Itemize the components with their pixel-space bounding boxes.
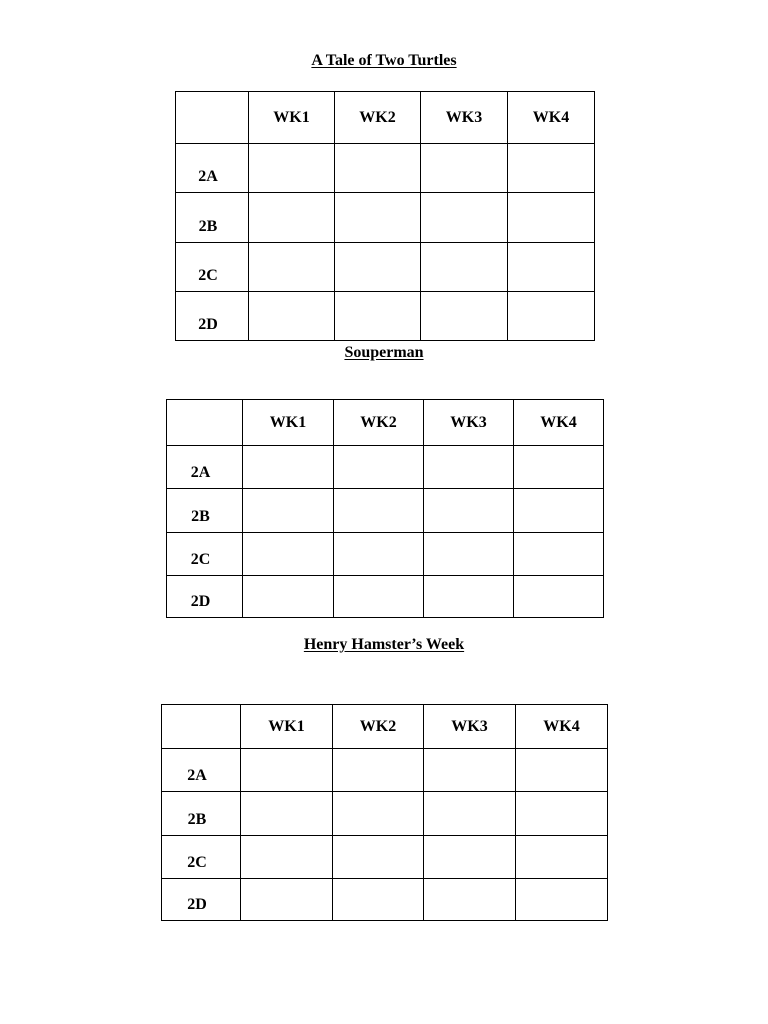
table-row bbox=[167, 533, 604, 576]
cell bbox=[243, 446, 334, 489]
cell bbox=[249, 292, 335, 341]
column-header-wk3: WK3 bbox=[424, 400, 514, 446]
column-header-wk2: WK2 bbox=[335, 92, 421, 144]
table-row bbox=[167, 489, 604, 533]
cell bbox=[249, 243, 335, 292]
table-row bbox=[167, 446, 604, 489]
cell bbox=[424, 749, 516, 792]
cell bbox=[334, 446, 424, 489]
cell bbox=[514, 533, 604, 576]
column-header-wk3: WK3 bbox=[424, 705, 516, 749]
table-row bbox=[176, 243, 595, 292]
cell bbox=[424, 489, 514, 533]
table-row bbox=[162, 879, 608, 921]
section-title-souperman: Souperman bbox=[344, 344, 424, 361]
cell bbox=[516, 792, 608, 836]
cell bbox=[249, 193, 335, 243]
column-header-wk1: WK1 bbox=[241, 705, 333, 749]
table-row bbox=[162, 792, 608, 836]
row-label-2d: 2D bbox=[167, 576, 243, 618]
section-title-turtles: A Tale of Two Turtles bbox=[311, 52, 457, 69]
cell bbox=[335, 243, 421, 292]
row-label-2c: 2C bbox=[176, 243, 249, 292]
header-row bbox=[167, 400, 604, 446]
cell bbox=[514, 489, 604, 533]
corner-cell bbox=[176, 92, 249, 144]
row-label-2a: 2A bbox=[176, 144, 249, 193]
cell bbox=[241, 836, 333, 879]
cell bbox=[424, 533, 514, 576]
cell bbox=[335, 193, 421, 243]
section-title-henry-hamster: Henry Hamster’s Week bbox=[303, 636, 465, 653]
row-label-2c: 2C bbox=[167, 533, 243, 576]
cell bbox=[334, 489, 424, 533]
cell bbox=[243, 533, 334, 576]
header-row bbox=[176, 92, 595, 144]
column-header-wk1: WK1 bbox=[243, 400, 334, 446]
cell bbox=[421, 243, 508, 292]
cell bbox=[334, 533, 424, 576]
column-header-wk4: WK4 bbox=[514, 400, 604, 446]
cell bbox=[333, 836, 424, 879]
cell bbox=[424, 879, 516, 921]
cell bbox=[508, 193, 595, 243]
cell bbox=[424, 576, 514, 618]
cell bbox=[243, 576, 334, 618]
table-row bbox=[176, 292, 595, 341]
table-row bbox=[162, 836, 608, 879]
cell bbox=[514, 576, 604, 618]
schedule-table-souperman bbox=[166, 399, 604, 618]
table-row bbox=[167, 576, 604, 618]
cell bbox=[516, 836, 608, 879]
cell bbox=[243, 489, 334, 533]
cell bbox=[334, 576, 424, 618]
cell bbox=[421, 193, 508, 243]
cell bbox=[508, 144, 595, 193]
row-label-2d: 2D bbox=[176, 292, 249, 341]
cell bbox=[249, 144, 335, 193]
cell bbox=[333, 749, 424, 792]
row-label-2d: 2D bbox=[162, 879, 241, 921]
cell bbox=[333, 792, 424, 836]
corner-cell bbox=[162, 705, 241, 749]
cell bbox=[516, 879, 608, 921]
cell bbox=[241, 792, 333, 836]
column-header-wk4: WK4 bbox=[516, 705, 608, 749]
table-row bbox=[162, 749, 608, 792]
cell bbox=[508, 243, 595, 292]
column-header-wk1: WK1 bbox=[249, 92, 335, 144]
cell bbox=[508, 292, 595, 341]
schedule-table-turtles bbox=[175, 91, 595, 341]
column-header-wk3: WK3 bbox=[421, 92, 508, 144]
row-label-2a: 2A bbox=[162, 749, 241, 792]
column-header-wk4: WK4 bbox=[508, 92, 595, 144]
cell bbox=[335, 292, 421, 341]
table-row bbox=[176, 144, 595, 193]
cell bbox=[424, 836, 516, 879]
corner-cell bbox=[167, 400, 243, 446]
cell bbox=[241, 879, 333, 921]
column-header-wk2: WK2 bbox=[333, 705, 424, 749]
table-row bbox=[176, 193, 595, 243]
row-label-2c: 2C bbox=[162, 836, 241, 879]
cell bbox=[421, 292, 508, 341]
header-row bbox=[162, 705, 608, 749]
cell bbox=[333, 879, 424, 921]
schedule-table-henry-hamster bbox=[161, 704, 608, 921]
row-label-2b: 2B bbox=[162, 792, 241, 836]
cell bbox=[516, 749, 608, 792]
cell bbox=[424, 792, 516, 836]
column-header-wk2: WK2 bbox=[334, 400, 424, 446]
cell bbox=[514, 446, 604, 489]
cell bbox=[424, 446, 514, 489]
cell bbox=[241, 749, 333, 792]
row-label-2b: 2B bbox=[176, 193, 249, 243]
row-label-2a: 2A bbox=[167, 446, 243, 489]
cell bbox=[335, 144, 421, 193]
cell bbox=[421, 144, 508, 193]
row-label-2b: 2B bbox=[167, 489, 243, 533]
